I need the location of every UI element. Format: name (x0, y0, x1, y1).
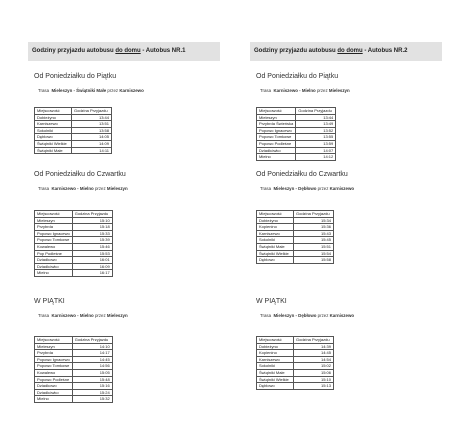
bus-2-column (250, 0, 450, 443)
stop-name-cell: Sokolniki (257, 363, 294, 370)
table-row (35, 263, 113, 270)
arrival-time-cell: 14:11 (72, 147, 112, 154)
route-line (260, 88, 350, 93)
stop-name-cell: Kopienino (257, 350, 294, 357)
route-via: Karniszewo (119, 88, 144, 93)
table-row (35, 257, 113, 264)
arrival-time-cell: 13:58 (72, 127, 112, 134)
route-label: Trasa (260, 88, 272, 93)
table-row (35, 237, 113, 244)
arrival-time-cell: 15:46 (72, 243, 112, 250)
arrival-time-cell: 14:12 (296, 154, 336, 161)
section-title-mon-fri: Od Poniedziałku do Piątku (256, 73, 339, 80)
table-row (257, 121, 336, 128)
arrival-time-cell: 14:39 (294, 343, 334, 350)
section-title-fridays: W PIĄTKI (34, 298, 65, 305)
table-row (35, 147, 112, 154)
stop-name-cell: Mielno (35, 270, 73, 277)
route-via: Mieleszyn (328, 88, 350, 93)
stop-name-cell: Dziadkówko (35, 263, 73, 270)
stop-name-cell: Dęblowo (257, 257, 294, 264)
table-header-row (257, 108, 336, 115)
stop-name-cell: Mieleszyn (35, 343, 73, 350)
stop-name-cell: Kowalewo (35, 369, 73, 376)
stop-name-cell: Popowo Podleśne (35, 376, 73, 383)
table-row (257, 350, 334, 357)
stop-name-cell: Popowo Ignacewo (257, 127, 296, 134)
stop-name-cell: Kopienino (257, 224, 294, 231)
arrival-time-cell: 16:17 (72, 270, 112, 277)
arrival-time-cell: 14:45 (72, 356, 112, 363)
stop-name-cell: Dęblowo (35, 134, 72, 141)
table-row (257, 369, 334, 376)
arrival-time-cell: 14:17 (72, 350, 112, 357)
table-row (257, 363, 334, 370)
stop-name-cell: Świątniki Wielkie (35, 140, 72, 147)
table-row (257, 383, 334, 390)
table-row (257, 343, 334, 350)
column-header-time: Godzina Przyjazdu (294, 211, 334, 218)
arrival-time-cell: 15:33 (72, 230, 112, 237)
header-text: Godziny przyjazdu autobusu (32, 48, 116, 54)
stop-name-cell: Popowo Ignacewo (35, 356, 73, 363)
arrival-time-cell: 13:52 (296, 127, 336, 134)
route-line (260, 313, 354, 318)
table-row (257, 376, 334, 383)
table-row (257, 250, 334, 257)
arrival-time-cell: 15:24 (72, 389, 112, 396)
table-row (257, 243, 334, 250)
arrival-time-cell: 15:10 (72, 217, 112, 224)
arrival-time-cell: 14:09 (72, 140, 112, 147)
bus-2-header (250, 42, 442, 61)
route-via: Mieleszyn (106, 313, 128, 318)
arrival-time-cell: 15:39 (72, 237, 112, 244)
stop-name-cell: Mielno (257, 154, 296, 161)
arrival-time-cell: 15:53 (72, 250, 112, 257)
route-line (38, 313, 128, 318)
route-stops: Karniszewo - Mielno (51, 186, 94, 191)
stop-name-cell: Przybrda (35, 224, 73, 231)
arrival-time-cell: 15:36 (294, 224, 334, 231)
stop-name-cell: Przybrda Świeńska (257, 121, 296, 128)
stop-name-cell: Sokolniki (257, 237, 294, 244)
table-row (257, 140, 336, 147)
route-via-label: przez (93, 186, 107, 191)
route-via-label: przez (316, 313, 330, 318)
table-row (257, 230, 334, 237)
stop-name-cell: Popowo Tomkowe (257, 134, 296, 141)
table-row (257, 237, 334, 244)
arrival-time-cell: 13:44 (296, 114, 336, 121)
table-row (35, 396, 113, 403)
column-header-time: Godzina Przyjazdu (72, 108, 112, 115)
stop-name-cell: Przybrda (35, 350, 73, 357)
arrival-time-cell: 13:55 (296, 134, 336, 141)
route-stops: Mieleszyn - Dębłowo (273, 313, 317, 318)
stop-name-cell: Dobieżyno (35, 114, 72, 121)
route-label: Trasa (38, 313, 50, 318)
table-row (35, 356, 113, 363)
route-label: Trasa (260, 186, 272, 191)
stop-name-cell: Kowalewo (35, 243, 73, 250)
column-header-place: Miejscowość (35, 211, 73, 218)
section-title-fridays: W PIĄTKI (256, 298, 287, 305)
stop-name-cell: Mielno (35, 396, 73, 403)
arrival-time-cell: 16:01 (72, 257, 112, 264)
stop-name-cell: Mieleszyn (35, 217, 73, 224)
arrival-time-cell: 15:13 (294, 383, 334, 390)
arrival-time-cell: 15:05 (72, 369, 112, 376)
route-stops: Karniszewo - Mielno (273, 88, 316, 93)
route-via-label: przez (316, 186, 330, 191)
table-row (35, 134, 112, 141)
stop-name-cell: Dziadkówko (257, 147, 296, 154)
header-underlined-text: do domu (337, 48, 363, 54)
arrival-time-cell: 15:51 (294, 243, 334, 250)
column-header-time: Godzina Przyjazdu (296, 108, 336, 115)
column-header-time: Godzina Przyjazdu (72, 211, 112, 218)
arrival-time-cell: 15:45 (294, 237, 334, 244)
route-via-label: przez (93, 313, 107, 318)
table-row (35, 343, 113, 350)
stop-name-cell: Dziadkówko (35, 389, 73, 396)
arrival-time-cell: 14:56 (72, 363, 112, 370)
route-stops: Mieleszyn - Świątniki Małe (51, 88, 107, 93)
arrival-time-cell: 14:10 (72, 343, 112, 350)
route-via: Karniszewo (329, 313, 355, 318)
table-row (35, 243, 113, 250)
arrival-time-cell: 15:10 (294, 376, 334, 383)
header-bus-number: - Autobus NR.1 (140, 48, 186, 54)
table-row (35, 224, 113, 231)
stop-name-cell: Popowo Tomkowe (35, 237, 73, 244)
route-via-label: przez (315, 88, 329, 93)
table-row (35, 250, 113, 257)
route-label: Trasa (38, 186, 50, 191)
timetable (256, 336, 334, 390)
table-row (257, 224, 334, 231)
arrival-time-cell: 15:18 (72, 224, 112, 231)
arrival-time-cell: 13:51 (72, 121, 112, 128)
stop-name-cell: Popowo Tomkowe (35, 363, 73, 370)
table-row (35, 350, 113, 357)
table-row (257, 356, 334, 363)
stop-name-cell: Świątniki Wielkie (257, 250, 294, 257)
table-row (35, 114, 112, 121)
stop-name-cell: Karniszewo (257, 230, 294, 237)
table-row (35, 140, 112, 147)
route-stops: Karniszewo - Mielno (51, 313, 94, 318)
arrival-time-cell: 15:34 (294, 217, 334, 224)
arrival-time-cell: 15:32 (72, 396, 112, 403)
stop-name-cell: Pop Podleśne (35, 250, 73, 257)
table-row (35, 369, 113, 376)
route-line (38, 186, 128, 191)
table-header-row (35, 337, 113, 344)
table-header-row (35, 211, 113, 218)
stop-name-cell: Popowo Ignacewo (35, 230, 73, 237)
arrival-time-cell: 14:07 (296, 147, 336, 154)
table-row (35, 363, 113, 370)
route-line (260, 186, 354, 191)
table-row (257, 257, 334, 264)
arrival-time-cell: 15:48 (72, 376, 112, 383)
header-bus-number: - Autobus NR.2 (362, 48, 408, 54)
header-underlined-text: do domu (115, 48, 141, 54)
column-header-place: Miejscowość (257, 108, 296, 115)
arrival-time-cell: 15:06 (294, 369, 334, 376)
bus-1-column (28, 0, 228, 443)
header-text: Godziny przyjazdu autobusu (254, 48, 338, 54)
timetable (256, 107, 336, 161)
table-row (257, 217, 334, 224)
arrival-time-cell: 15:02 (294, 363, 334, 370)
stop-name-cell: Karniszewo (257, 356, 294, 363)
bus-1-header (28, 42, 220, 61)
stop-name-cell: Popowo Podleśne (257, 140, 296, 147)
arrival-time-cell: 15:54 (294, 250, 334, 257)
stop-name-cell: Świątniki Małe (257, 369, 294, 376)
route-via: Mieleszyn (106, 186, 128, 191)
timetable (256, 210, 334, 264)
table-row (35, 270, 113, 277)
table-row (257, 127, 336, 134)
timetable (34, 336, 113, 403)
stop-name-cell: Dobieżyno (257, 343, 294, 350)
route-line (38, 88, 144, 93)
route-stops: Mieleszyn - Dębłowo (273, 186, 317, 191)
table-row (35, 121, 112, 128)
table-header-row (35, 108, 112, 115)
route-via: Karniszewo (329, 186, 355, 191)
stop-name-cell: Świątniki Wielkie (257, 376, 294, 383)
table-row (257, 147, 336, 154)
column-header-place: Miejscowość (257, 337, 294, 344)
arrival-time-cell: 13:59 (296, 140, 336, 147)
column-header-time: Godzina Przyjazdu (294, 337, 334, 344)
stop-name-cell: Sokolniki (35, 127, 72, 134)
table-row (35, 376, 113, 383)
arrival-time-cell: 14:45 (294, 350, 334, 357)
table-row (257, 134, 336, 141)
arrival-time-cell: 15:43 (294, 230, 334, 237)
table-row (35, 127, 112, 134)
table-row (35, 230, 113, 237)
stop-name-cell: Dęblowo (257, 383, 294, 390)
column-header-place: Miejscowość (35, 337, 73, 344)
table-header-row (257, 211, 334, 218)
table-row (257, 114, 336, 121)
table-row (257, 154, 336, 161)
stop-name-cell: Dziadkowo (35, 383, 73, 390)
table-row (35, 389, 113, 396)
route-label: Trasa (260, 313, 272, 318)
arrival-time-cell: 16:09 (72, 263, 112, 270)
section-title-mon-fri: Od Poniedziałku do Piątku (34, 73, 117, 80)
stop-name-cell: Dobieżyno (257, 217, 294, 224)
arrival-time-cell: 14:54 (294, 356, 334, 363)
stop-name-cell: Świątniki Małe (257, 243, 294, 250)
column-header-time: Godzina Przyjazdu (72, 337, 112, 344)
arrival-time-cell: 13:44 (72, 114, 112, 121)
table-header-row (257, 337, 334, 344)
arrival-time-cell: 15:58 (294, 257, 334, 264)
table-row (35, 383, 113, 390)
arrival-time-cell: 14:05 (72, 134, 112, 141)
stop-name-cell: Świątniki Małe (35, 147, 72, 154)
route-via-label: przez (106, 88, 120, 93)
column-header-place: Miejscowość (257, 211, 294, 218)
timetable (34, 107, 112, 154)
section-title-mon-thu: Od Poniedziałku do Czwartku (256, 171, 348, 178)
arrival-time-cell: 15:16 (72, 383, 112, 390)
column-header-place: Miejscowość (35, 108, 72, 115)
arrival-time-cell: 13:49 (296, 121, 336, 128)
stop-name-cell: Dziadkowo (35, 257, 73, 264)
stop-name-cell: Mieleszyn (257, 114, 296, 121)
route-label: Trasa (38, 88, 50, 93)
stop-name-cell: Karniszewo (35, 121, 72, 128)
section-title-mon-thu: Od Poniedziałku do Czwartku (34, 171, 126, 178)
table-row (35, 217, 113, 224)
timetable (34, 210, 113, 277)
